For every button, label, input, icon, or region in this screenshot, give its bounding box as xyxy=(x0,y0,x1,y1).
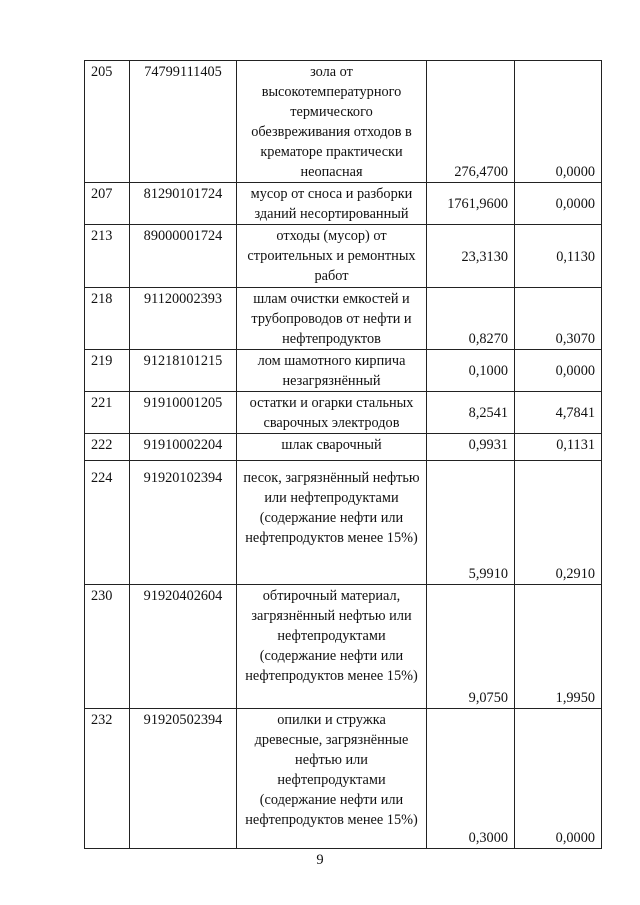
waste-code: 91920402604 xyxy=(130,585,237,709)
value-column-1: 0,8270 xyxy=(427,288,515,350)
waste-code: 91218101215 xyxy=(130,350,237,392)
row-number: 222 xyxy=(85,434,130,461)
value-column-1: 0,9931 xyxy=(427,434,515,461)
table-row xyxy=(85,585,602,709)
waste-name: остатки и огарки стальных сварочных электродов xyxy=(237,392,427,434)
waste-name: обтирочный материал, загрязнённый нефтью или нефтепродуктами (содержание нефти или нефтепродуктов менее 15%) xyxy=(237,585,427,709)
waste-name: шлак сварочный xyxy=(237,434,427,461)
waste-code: 91120002393 xyxy=(130,288,237,350)
row-number: 205 xyxy=(85,61,130,183)
table-row xyxy=(85,350,602,392)
row-number: 218 xyxy=(85,288,130,350)
waste-table xyxy=(84,60,602,849)
page-number: 9 xyxy=(316,852,324,868)
waste-code: 91910002204 xyxy=(130,434,237,461)
waste-name: отходы (мусор) от строительных и ремонтных работ xyxy=(237,225,427,288)
value-column-1: 0,1000 xyxy=(427,350,515,392)
row-number: 224 xyxy=(85,461,130,585)
row-number: 230 xyxy=(85,585,130,709)
value-column-2: 0,0000 xyxy=(515,350,602,392)
value-column-2: 0,0000 xyxy=(515,183,602,225)
waste-code: 91910001205 xyxy=(130,392,237,434)
value-column-2: 0,1131 xyxy=(515,434,602,461)
value-column-2: 0,2910 xyxy=(515,461,602,585)
table-row xyxy=(85,288,602,350)
waste-code: 91920102394 xyxy=(130,461,237,585)
row-number: 219 xyxy=(85,350,130,392)
waste-code: 91920502394 xyxy=(130,709,237,849)
value-column-2: 1,9950 xyxy=(515,585,602,709)
waste-name: зола от высокотемпературного термического обезвреживания отходов в крематоре практически неопасная xyxy=(237,61,427,183)
row-number: 213 xyxy=(85,225,130,288)
waste-name: мусор от сноса и разборки зданий несортированный xyxy=(237,183,427,225)
waste-code: 89000001724 xyxy=(130,225,237,288)
table-row xyxy=(85,183,602,225)
value-column-2: 4,7841 xyxy=(515,392,602,434)
waste-name: лом шамотного кирпича незагрязнённый xyxy=(237,350,427,392)
value-column-2: 0,1130 xyxy=(515,225,602,288)
table-row xyxy=(85,461,602,585)
value-column-1: 276,4700 xyxy=(427,61,515,183)
waste-name: опилки и стружка древесные, загрязнённые нефтью или нефтепродуктами (содержание нефти или нефтепродуктов менее 15%) xyxy=(237,709,427,849)
table-row xyxy=(85,392,602,434)
value-column-2: 0,0000 xyxy=(515,61,602,183)
waste-code: 81290101724 xyxy=(130,183,237,225)
value-column-1: 8,2541 xyxy=(427,392,515,434)
value-column-1: 0,3000 xyxy=(427,709,515,849)
row-number: 207 xyxy=(85,183,130,225)
row-number: 221 xyxy=(85,392,130,434)
table-row xyxy=(85,709,602,849)
table-row xyxy=(85,225,602,288)
value-column-1: 1761,9600 xyxy=(427,183,515,225)
table-row xyxy=(85,61,602,183)
value-column-1: 5,9910 xyxy=(427,461,515,585)
value-column-2: 0,0000 xyxy=(515,709,602,849)
value-column-1: 9,0750 xyxy=(427,585,515,709)
value-column-1: 23,3130 xyxy=(427,225,515,288)
waste-name: песок, загрязнённый нефтью или нефтепродуктами (содержание нефти или нефтепродуктов менее 15%) xyxy=(237,461,427,585)
waste-name: шлам очистки емкостей и трубопроводов от нефти и нефтепродуктов xyxy=(237,288,427,350)
value-column-2: 0,3070 xyxy=(515,288,602,350)
table-row xyxy=(85,434,602,461)
row-number: 232 xyxy=(85,709,130,849)
waste-code: 74799111405 xyxy=(130,61,237,183)
